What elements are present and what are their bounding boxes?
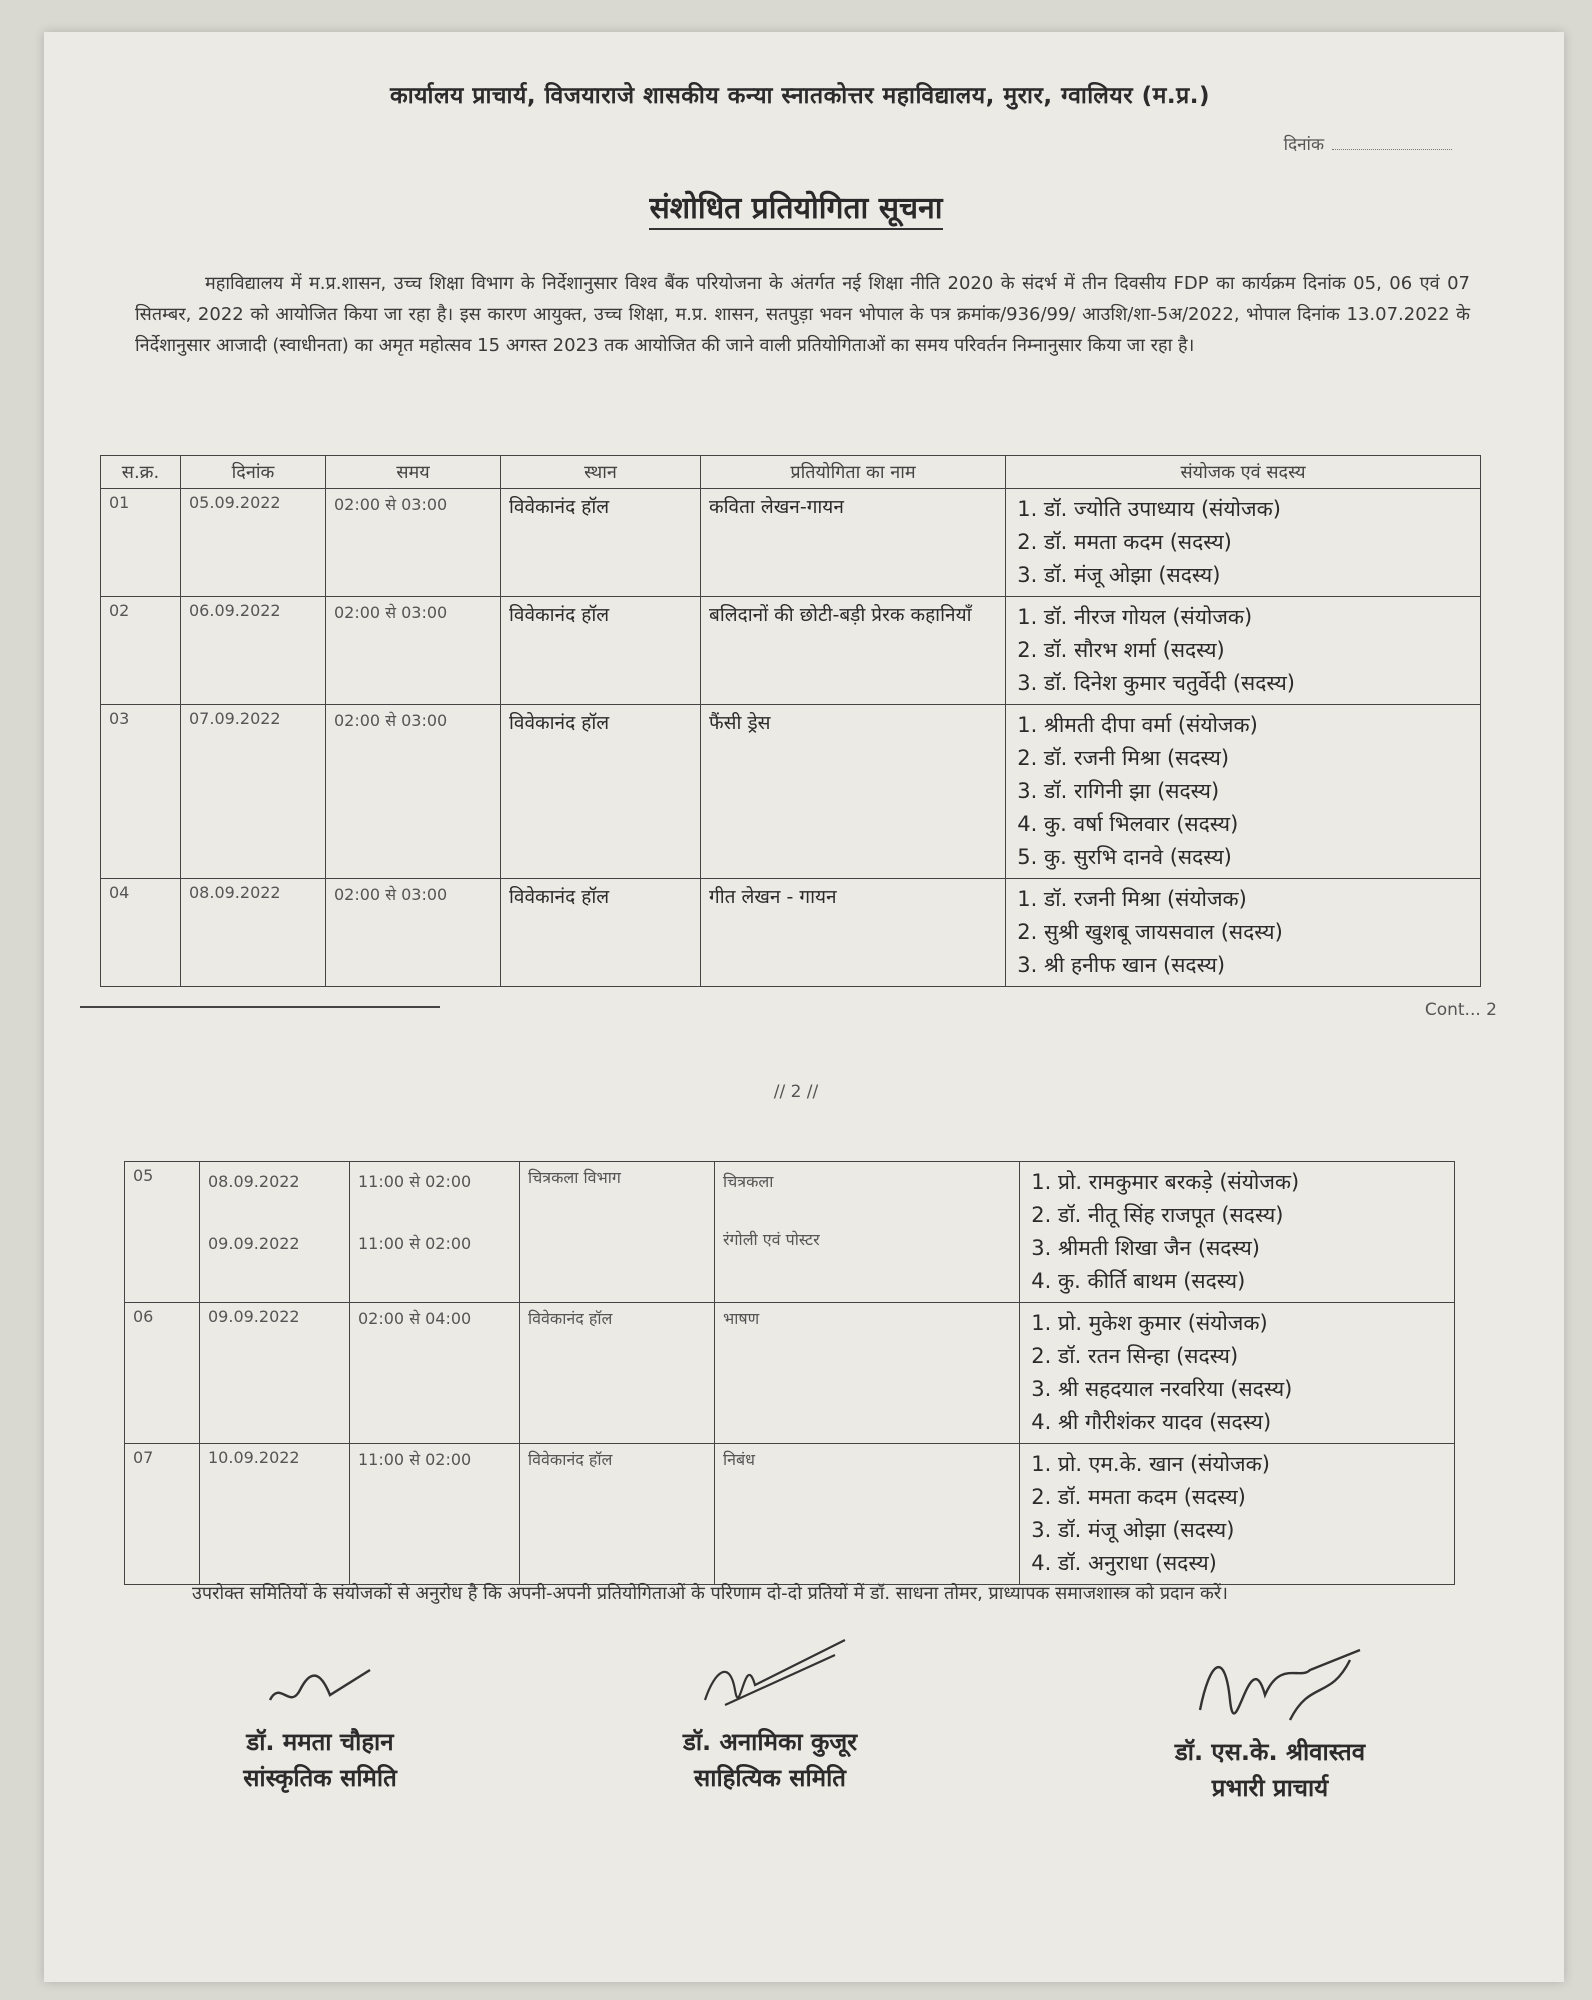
cell-members (1006, 597, 1481, 705)
cell-sno: 06 (125, 1303, 200, 1444)
time-line-2: 11:00 से 02:00 (358, 1234, 472, 1253)
cell-date: 06.09.2022 (181, 597, 326, 705)
competition-line-2: रंगोली एवं पोस्टर (723, 1230, 820, 1249)
cell-date: 10.09.2022 (200, 1444, 350, 1585)
signature-scribble (260, 1660, 380, 1720)
cell-members (1006, 705, 1481, 879)
member: 5. कु. सुरभि दानवे (सदस्य) (1044, 841, 1472, 874)
member: 4. कु. वर्षा भिलवार (सदस्य) (1044, 808, 1472, 841)
footer-note: उपरोक्त समितियों के संयोजकों से अनुरोध है कि अपनी-अपनी प्रतियोगिताओं के परिणाम दो-दो प्रतियों में डॉ. साधना तोमर, प्राध्यापक समाजशास्त्र को प्रदान करें। (192, 1583, 1228, 1604)
table-row (101, 705, 1481, 879)
member: 3. डॉ. दिनेश कुमार चतुर्वेदी (सदस्य) (1044, 667, 1472, 700)
cell-venue: विवेकानंद हॉल (501, 705, 701, 879)
cell-time (350, 1162, 520, 1303)
member: 3. डॉ. मंजू ओझा (सदस्य) (1044, 559, 1472, 592)
date-line (1284, 132, 1452, 155)
cell-competition: फैंसी ड्रेस (701, 705, 1006, 879)
cell-competition: बलिदानों की छोटी-बड़ी प्रेरक कहानियाँ (701, 597, 1006, 705)
cell-date: 07.09.2022 (181, 705, 326, 879)
cell-time: 02:00 से 04:00 (350, 1303, 520, 1444)
cell-date: 05.09.2022 (181, 489, 326, 597)
member: 2. डॉ. सौरभ शर्मा (सदस्य) (1044, 634, 1472, 667)
continued-label: Cont... 2 (1424, 1000, 1497, 1020)
header-venue: स्थान (501, 456, 701, 489)
member: 1. प्रो. एम.के. खान (संयोजक) (1058, 1448, 1446, 1481)
member: 2. डॉ. नीतू सिंह राजपूत (सदस्य) (1058, 1199, 1446, 1232)
member: 2. डॉ. ममता कदम (सदस्य) (1044, 526, 1472, 559)
table-row (125, 1162, 1455, 1303)
member: 2. सुश्री खुशबू जायसवाल (सदस्य) (1044, 916, 1472, 949)
signature-scribble (1170, 1640, 1370, 1730)
cell-competition: भाषण (715, 1303, 1020, 1444)
signature-block-literary (630, 1630, 910, 1796)
competition-line-1: चित्रकला (723, 1172, 774, 1191)
signatory-role: साहित्यिक समिति (694, 1764, 846, 1792)
cell-venue: विवेकानंद हॉल (501, 597, 701, 705)
page-title: संशोधित प्रतियोगिता सूचना (0, 186, 1592, 227)
cell-members (1020, 1162, 1455, 1303)
member: 1. प्रो. मुकेश कुमार (संयोजक) (1058, 1307, 1446, 1340)
cell-sno: 05 (125, 1162, 200, 1303)
schedule-table-page1 (100, 455, 1481, 987)
table-row (125, 1444, 1455, 1585)
table-row (101, 489, 1481, 597)
member: 1. डॉ. रजनी मिश्रा (संयोजक) (1044, 883, 1472, 916)
cell-time: 02:00 से 03:00 (326, 597, 501, 705)
table-row (101, 879, 1481, 987)
intro-paragraph: महाविद्यालय में म.प्र.शासन, उच्च शिक्षा विभाग के निर्देशानुसार विश्व बैंक परियोजना के अंतर्गत नई शिक्षा नीति 2020 के संदर्भ में तीन दिवसीय FDP का कार्यक्रम दिनांक 05, 06 एवं 07 सितम्बर, 2022 को आयोजित किया जा रहा है। इस कारण आयुक्त, उच्च शिक्षा, म.प्र. शासन, सतपुड़ा भवन भोपाल के पत्र क्रमांक/936/99/ आउशि/शा-5अ/2022, भोपाल दिनांक 13.07.2022 के निर्देशानुसार आजादी (स्वाधीनता) का अमृत महोत्सव 15 अगस्त 2023 तक आयोजित की जाने वाली प्रतियोगिताओं का समय परिवर्तन निम्नानुसार किया जा रहा है। (135, 273, 1470, 356)
cell-competition: गीत लेखन - गायन (701, 879, 1006, 987)
member: 2. डॉ. रजनी मिश्रा (सदस्य) (1044, 742, 1472, 775)
cell-competition: कविता लेखन-गायन (701, 489, 1006, 597)
table-header-row (101, 456, 1481, 489)
cell-venue: चित्रकला विभाग (520, 1162, 715, 1303)
cell-members (1020, 1303, 1455, 1444)
page-number: // 2 // (773, 1082, 819, 1102)
member: 4. डॉ. अनुराधा (सदस्य) (1058, 1547, 1446, 1580)
signatory-role: सांस्कृतिक समिति (243, 1764, 397, 1792)
member: 3. डॉ. रागिनी झा (सदस्य) (1044, 775, 1472, 808)
member: 1. श्रीमती दीपा वर्मा (संयोजक) (1044, 709, 1472, 742)
cell-sno: 04 (101, 879, 181, 987)
member: 2. डॉ. रतन सिन्हा (सदस्य) (1058, 1340, 1446, 1373)
header-competition: प्रतियोगिता का नाम (701, 456, 1006, 489)
time-line-1: 11:00 से 02:00 (358, 1172, 472, 1191)
signatory-name: डॉ. एस.के. श्रीवास्तव (1174, 1738, 1366, 1766)
signatory-role: प्रभारी प्राचार्य (1211, 1774, 1329, 1802)
cell-time: 02:00 से 03:00 (326, 879, 501, 987)
cell-date (200, 1162, 350, 1303)
office-header: कार्यालय प्राचार्य, विजयाराजे शासकीय कन्या स्नातकोत्तर महाविद्यालय, मुरार, ग्वालियर (म.प्र.) (390, 83, 1210, 109)
member: 3. डॉ. मंजू ओझा (सदस्य) (1058, 1514, 1446, 1547)
member: 1. प्रो. रामकुमार बरकड़े (संयोजक) (1058, 1166, 1446, 1199)
member: 4. श्री गौरीशंकर यादव (सदस्य) (1058, 1406, 1446, 1439)
schedule-table-page2 (124, 1161, 1455, 1585)
cell-members (1006, 489, 1481, 597)
signature-scribble (685, 1630, 855, 1720)
member: 3. श्री हनीफ खान (सदस्य) (1044, 949, 1472, 982)
header-members: संयोजक एवं सदस्य (1006, 456, 1481, 489)
cell-members (1006, 879, 1481, 987)
member: 3. श्रीमती शिखा जैन (सदस्य) (1058, 1232, 1446, 1265)
header-sno: स.क्र. (101, 456, 181, 489)
table-row (101, 597, 1481, 705)
cell-sno: 02 (101, 597, 181, 705)
cell-venue: विवेकानंद हॉल (501, 879, 701, 987)
cell-time: 02:00 से 03:00 (326, 489, 501, 597)
cell-venue: विवेकानंद हॉल (520, 1303, 715, 1444)
cell-sno: 03 (101, 705, 181, 879)
signatory-name: डॉ. ममता चौहान (246, 1728, 394, 1756)
member: 3. श्री सहदयाल नरवरिया (सदस्य) (1058, 1373, 1446, 1406)
member: 1. डॉ. नीरज गोयल (संयोजक) (1044, 601, 1472, 634)
date-blank (1332, 149, 1452, 150)
cell-sno: 07 (125, 1444, 200, 1585)
member: 4. कु. कीर्ति बाथम (सदस्य) (1058, 1265, 1446, 1298)
signatory-name: डॉ. अनामिका कुजूर (682, 1728, 858, 1756)
date-line-1: 08.09.2022 (208, 1172, 300, 1191)
cell-venue: विवेकानंद हॉल (520, 1444, 715, 1585)
cell-competition: निबंध (715, 1444, 1020, 1585)
member: 2. डॉ. ममता कदम (सदस्य) (1058, 1481, 1446, 1514)
cell-time: 11:00 से 02:00 (350, 1444, 520, 1585)
signature-block-principal (1120, 1640, 1420, 1806)
header-date: दिनांक (181, 456, 326, 489)
date-label: दिनांक (1283, 135, 1324, 155)
cell-venue: विवेकानंद हॉल (501, 489, 701, 597)
cell-date: 09.09.2022 (200, 1303, 350, 1444)
divider-line (80, 1006, 440, 1008)
cell-date: 08.09.2022 (181, 879, 326, 987)
signature-block-cultural (190, 1660, 450, 1796)
date-line-2: 09.09.2022 (208, 1234, 300, 1253)
header-time: समय (326, 456, 501, 489)
cell-competition (715, 1162, 1020, 1303)
table-row (125, 1303, 1455, 1444)
member: 1. डॉ. ज्योति उपाध्याय (संयोजक) (1044, 493, 1472, 526)
cell-time: 02:00 से 03:00 (326, 705, 501, 879)
cell-sno: 01 (101, 489, 181, 597)
cell-members (1020, 1444, 1455, 1585)
